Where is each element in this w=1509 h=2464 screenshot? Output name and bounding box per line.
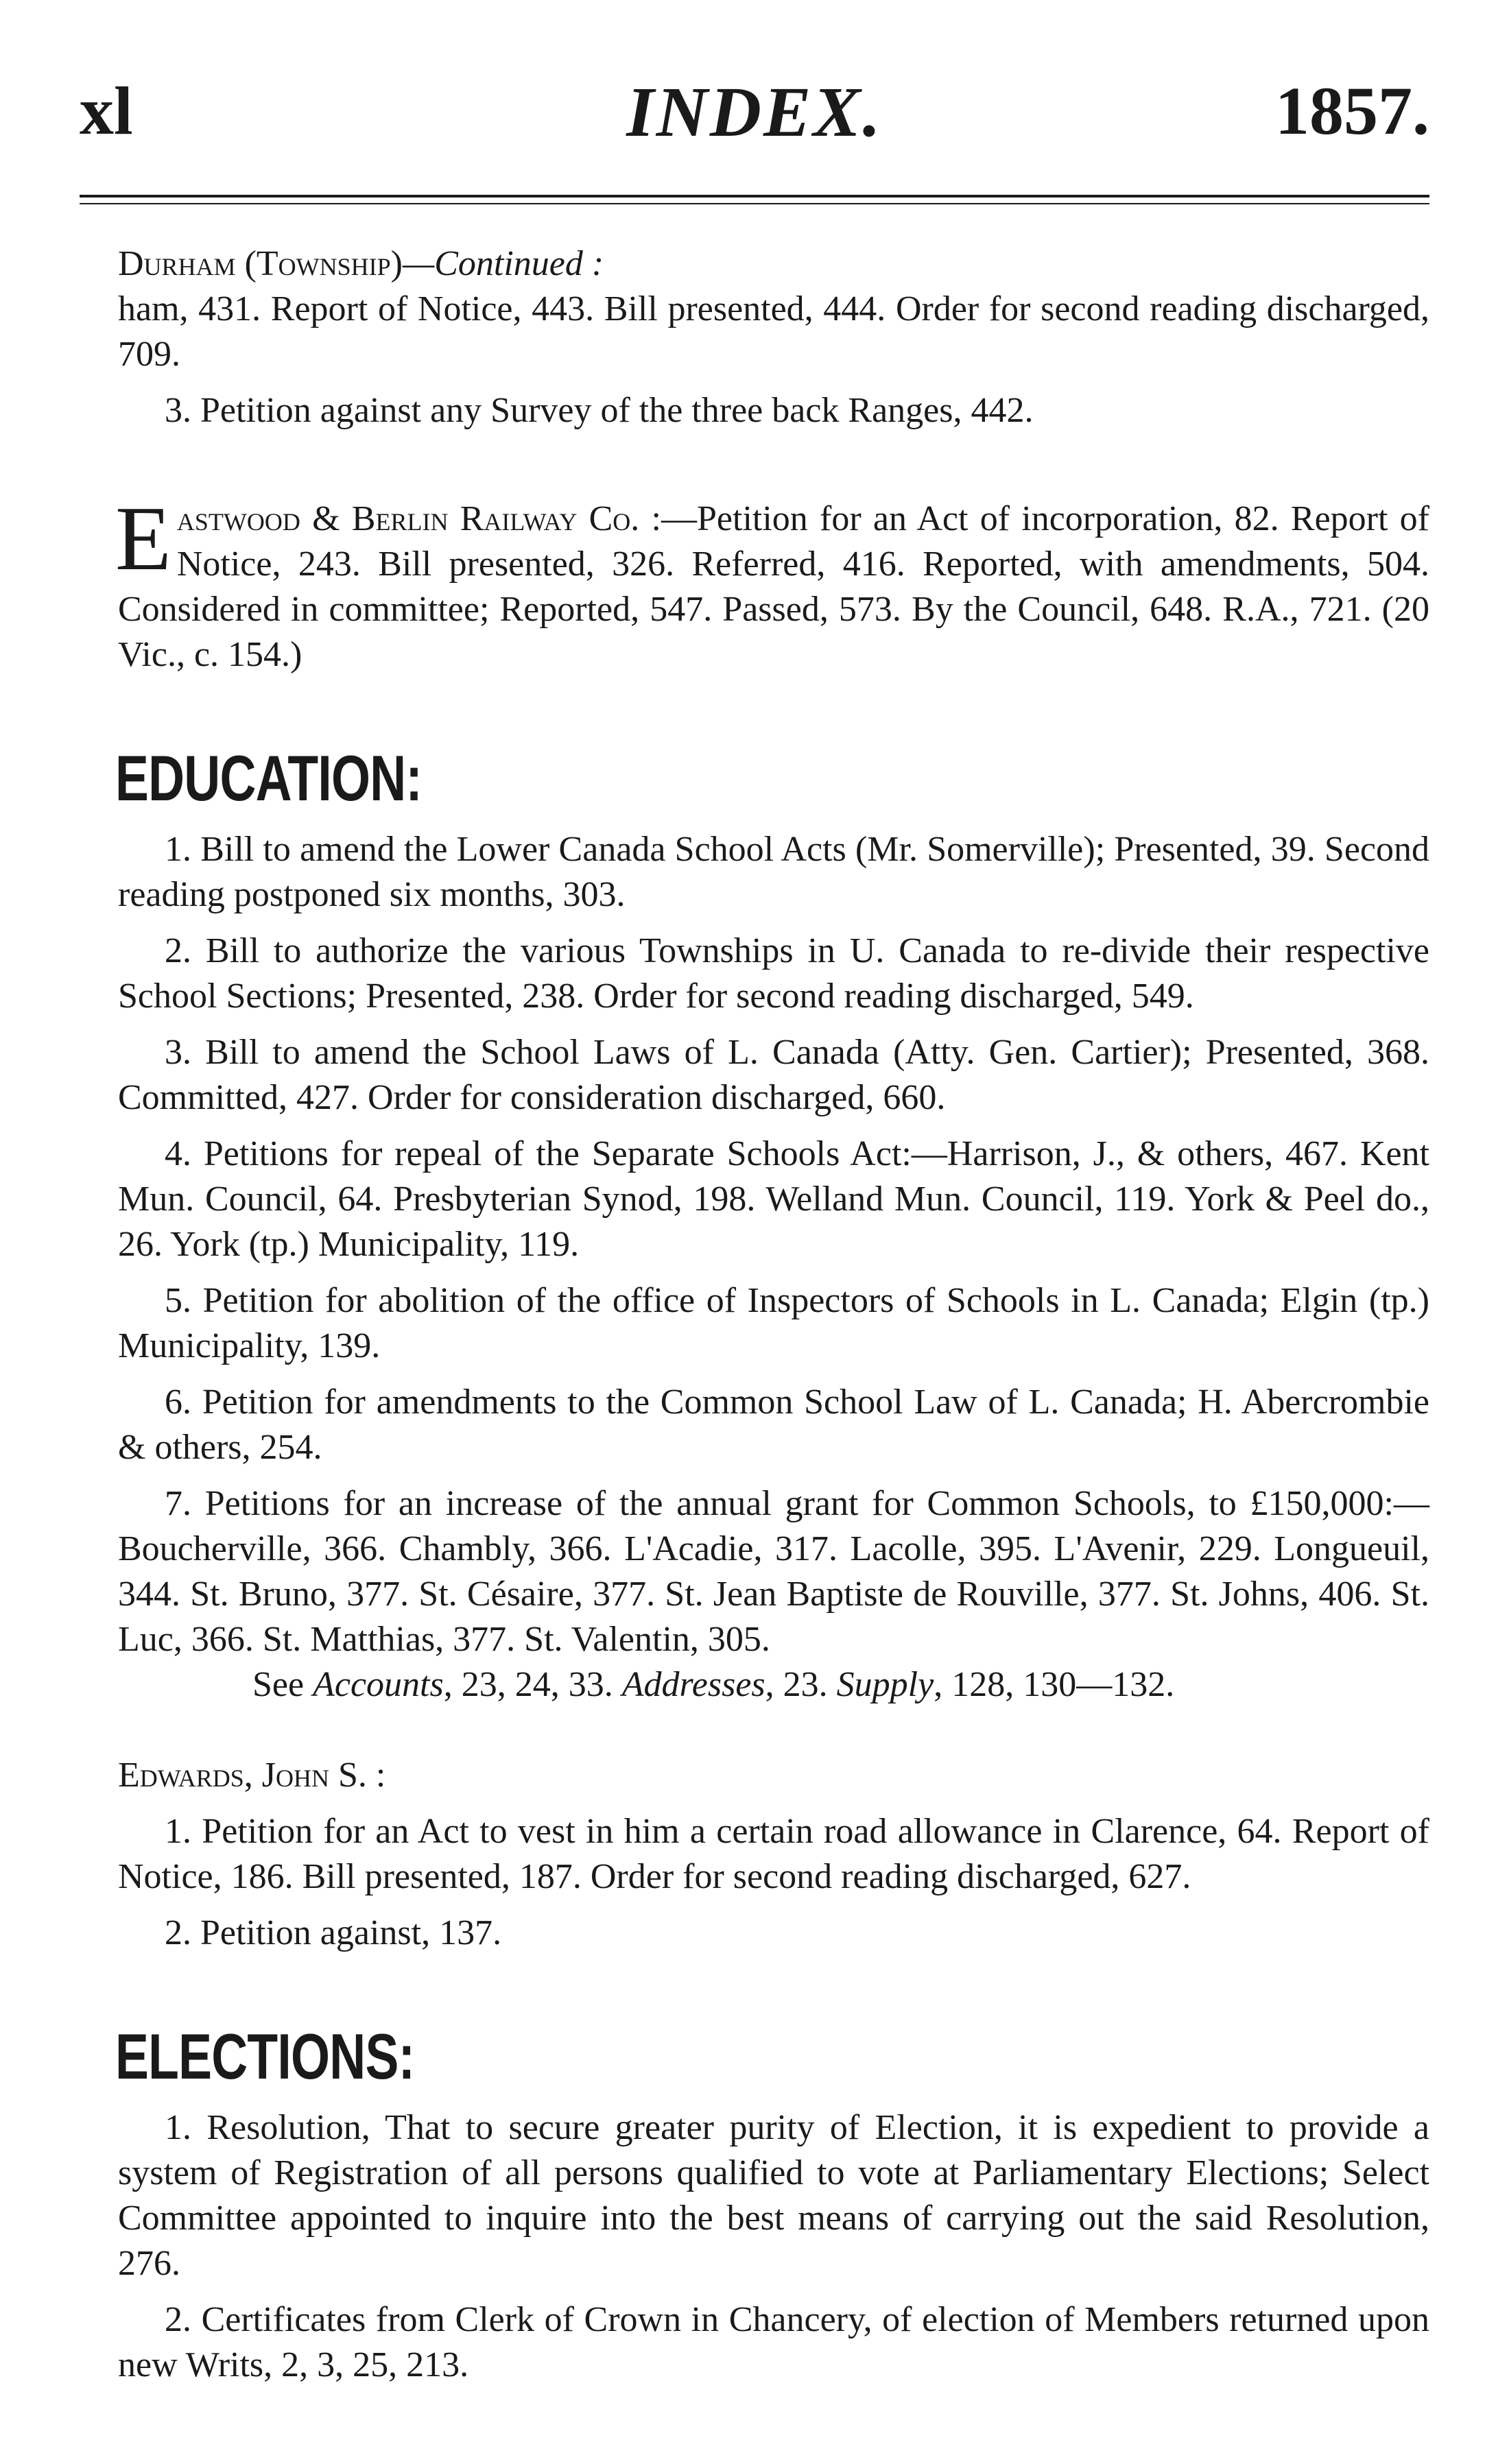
education-heading: EDUCATION: — [115, 742, 423, 814]
durham-item-3: 3. Petition against any Survey of the three back Ranges, 442. — [165, 391, 1034, 430]
see-ref-supply: Supply — [836, 1665, 934, 1704]
durham-name: Durham — [118, 244, 236, 283]
see-prefix: See — [252, 1665, 313, 1704]
edwards-heading: Edwards, John S. : — [118, 1756, 386, 1795]
durham-heading — [118, 241, 1429, 287]
education-see-also — [118, 1662, 1429, 1708]
education-item-4: 4. Petitions for repeal of the Separate Schools Act:—Harrison, J., & others, 467. Kent Mun. Council, 64. Presbyterian Synod, 198. Welland Mun. Council, 119. York & Peel do., 26. York (tp.) Municipality, 119. — [118, 1134, 1429, 1264]
edwards-item-1: 1. Petition for an Act to vest in him a certain road allowance in Clarence, 64. Report of Notice, 186. Bill presented, 187. Order for second reading discharged, 627. — [118, 1812, 1429, 1896]
durham-qualifier: (Township) — [244, 244, 403, 283]
durham-continued: —Continued : — [402, 244, 604, 283]
education-item-6: 6. Petition for amendments to the Common School Law of L. Canada; H. Abercrombie & others, 254. — [118, 1383, 1429, 1467]
page-title: INDEX. — [626, 73, 883, 152]
elections-heading: ELECTIONS: — [115, 2020, 415, 2092]
header-rule-thick — [80, 195, 1429, 198]
eastwood-name: astwood & Berlin Railway Co. — [176, 499, 640, 538]
education-item-2: 2. Bill to authorize the various Townships in U. Canada to re-divide their respective School Sections; Presented, 238. Order for second reading discharged, 549. — [118, 931, 1429, 1016]
see-ref-addresses-pages: , 23. — [765, 1665, 837, 1704]
index-body — [115, 241, 1429, 2388]
page-number: xl — [80, 73, 133, 149]
eastwood-entry — [115, 488, 1429, 678]
edwards-item-2: 2. Petition against, 137. — [165, 1913, 502, 1952]
see-ref-accounts: Accounts — [313, 1665, 444, 1704]
header-year: 1857. — [1275, 73, 1429, 149]
eastwood-dropcap: E — [115, 488, 171, 589]
elections-item-2: 2. Certificates from Clerk of Crown in Chancery, of election of Members returned upon new Writs, 2, 3, 25, 213. — [118, 2300, 1429, 2384]
header-rule-thin — [80, 203, 1429, 204]
eastwood-text: :—Petition for an Act of incorporation, 82. Report of Notice, 243. Bill presented, 326. Referred, 416. Reported, with amendments, 504. Considered in committee; Reported, 547. Passed, 573. By the Council, 648. R.A., 721. (20 Vic., c. 154.) — [118, 499, 1429, 674]
education-item-1: 1. Bill to amend the Lower Canada School Acts (Mr. Somerville); Presented, 39. Second reading postponed six months, 303. — [118, 830, 1429, 914]
education-item-5: 5. Petition for abolition of the office of Inspectors of Schools in L. Canada; Elgin (tp.) Municipality, 139. — [118, 1281, 1429, 1365]
running-header — [80, 71, 1429, 154]
durham-entry-line: ham, 431. Report of Notice, 443. Bill presented, 444. Order for second reading discharged, 709. — [118, 289, 1429, 374]
see-ref-addresses: Addresses — [621, 1665, 765, 1704]
see-ref-supply-pages: , 128, 130—132. — [934, 1665, 1175, 1704]
elections-item-1: 1. Resolution, That to secure greater purity of Election, it is expedient to provide a system of Registration of all persons qualified to vote at Parliamentary Elections; Select Committee appointed to inquire into the best means of carrying out the said Resolution, 276. — [118, 2108, 1429, 2283]
education-item-7: 7. Petitions for an increase of the annual grant for Common Schools, to £150,000:—Boucherville, 366. Chambly, 366. L'Acadie, 317. Lacolle, 395. L'Avenir, 229. Longueuil, 344. St. Bruno, 377. St. Césaire, 377. St. Jean Baptiste de Rouville, 377. St. Johns, 406. St. Luc, 366. St. Matthias, 377. St. Valentin, 305. — [118, 1484, 1429, 1659]
see-ref-accounts-pages: , 23, 24, 33. — [443, 1665, 622, 1704]
education-item-3: 3. Bill to amend the School Laws of L. Canada (Atty. Gen. Cartier); Presented, 368. Committed, 427. Order for consideration discharged, 660. — [118, 1033, 1429, 1117]
